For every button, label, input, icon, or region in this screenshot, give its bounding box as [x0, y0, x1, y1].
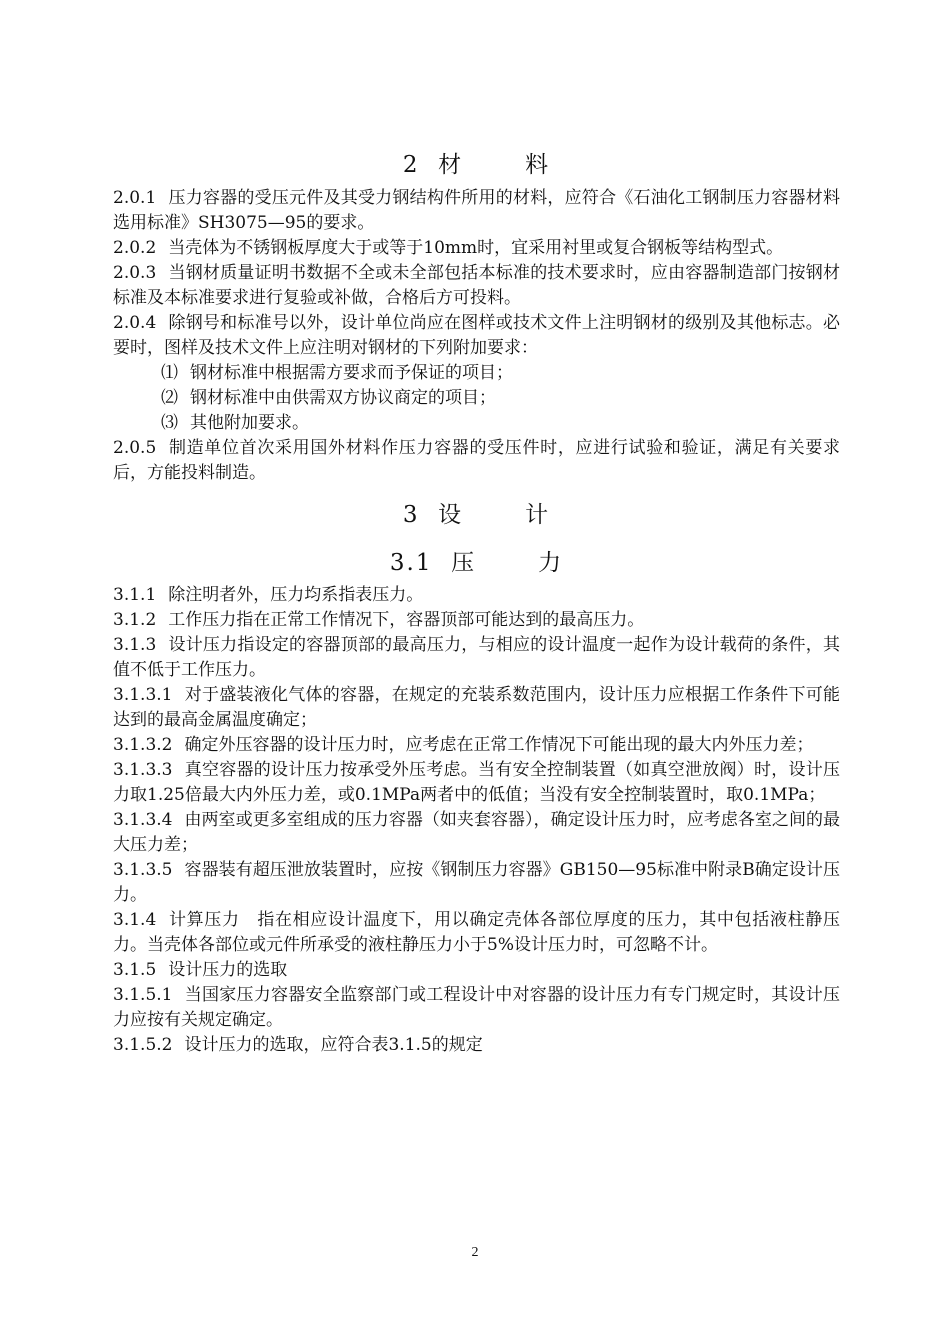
paragraph: 3.1.3.4 由两室或更多室组成的压力容器（如夹套容器），确定设计压力时，应考虑各室之间的最大压力差；	[113, 810, 840, 855]
paragraph: 3.1.5.2 设计压力的选取，应符合表3.1.5的规定	[113, 1035, 483, 1055]
paragraph: 3.1.3 设计压力指设定的容器顶部的最高压力，与相应的设计温度一起作为设计载荷的条件，其值不低于工作压力。	[113, 635, 840, 680]
paragraph: 3.1.5 设计压力的选取	[113, 960, 288, 980]
list-item: ⑴ 钢材标准中根据需方要求而予保证的项目；	[161, 363, 513, 383]
materials-body	[113, 186, 840, 486]
paragraph: 2.0.5 制造单位首次采用国外材料作压力容器的受压件时，应进行试验和验证，满足有关要求后，方能投料制造。	[113, 438, 840, 483]
heading-materials: 2 材 料	[402, 152, 551, 178]
paragraph: 3.1.3.3 真空容器的设计压力按承受外压考虑。当有安全控制装置（如真空泄放阀）时，设计压力取1.25倍最大内外压力差，或0.1MPa两者中的低值；当没有安全控制装置时，取0.1MPa；	[113, 760, 840, 805]
paragraph: 3.1.3.5 容器装有超压泄放装置时，应按《钢制压力容器》GB150—95标准中附录B确定设计压力。	[113, 860, 840, 905]
paragraph: 2.0.2 当壳体为不锈钢板厚度大于或等于10mm时，宜采用衬里或复合钢板等结构型式。	[113, 238, 784, 258]
paragraph: 3.1.5.1 当国家压力容器安全监察部门或工程设计中对容器的设计压力有专门规定时，其设计压力应按有关规定确定。	[113, 985, 840, 1030]
list-item: ⑶ 其他附加要求。	[161, 413, 309, 433]
page-number: 2	[471, 1245, 479, 1260]
paragraph: 3.1.1 除注明者外，压力均系指表压力。	[113, 585, 424, 605]
heading-design: 3 设 计	[402, 502, 551, 528]
paragraph: 3.1.3.1 对于盛装液化气体的容器，在规定的充装系数范围内，设计压力应根据工作条件下可能达到的最高金属温度确定；	[113, 685, 840, 730]
paragraph: 3.1.4 计算压力 指在相应设计温度下，用以确定壳体各部位厚度的压力，其中包括液柱静压力。当壳体各部位或元件所承受的液柱静压力小于5%设计压力时，可忽略不计。	[113, 910, 840, 955]
paragraph: 2.0.3 当钢材质量证明书数据不全或未全部包括本标准的技术要求时，应由容器制造部门按钢材标准及本标准要求进行复验或补做，合格后方可投料。	[113, 263, 840, 308]
pressure-body	[113, 583, 840, 1058]
list-item: ⑵ 钢材标准中由供需双方协议商定的项目；	[161, 388, 496, 408]
paragraph: 2.0.4 除钢号和标准号以外，设计单位尚应在图样或技术文件上注明钢材的级别及其他标志。必要时，图样及技术文件上应注明对钢材的下列附加要求：	[113, 313, 840, 358]
paragraph: 3.1.3.2 确定外压容器的设计压力时，应考虑在正常工作情况下可能出现的最大内外压力差；	[113, 735, 814, 755]
paragraph: 2.0.1 压力容器的受压元件及其受力钢结构件所用的材料，应符合《石油化工钢制压力容器材料选用标准》SH3075—95的要求。	[113, 188, 840, 233]
paragraph: 3.1.2 工作压力指在正常工作情况下，容器顶部可能达到的最高压力。	[113, 610, 645, 630]
heading-pressure: 3.1 压 力	[389, 550, 564, 576]
